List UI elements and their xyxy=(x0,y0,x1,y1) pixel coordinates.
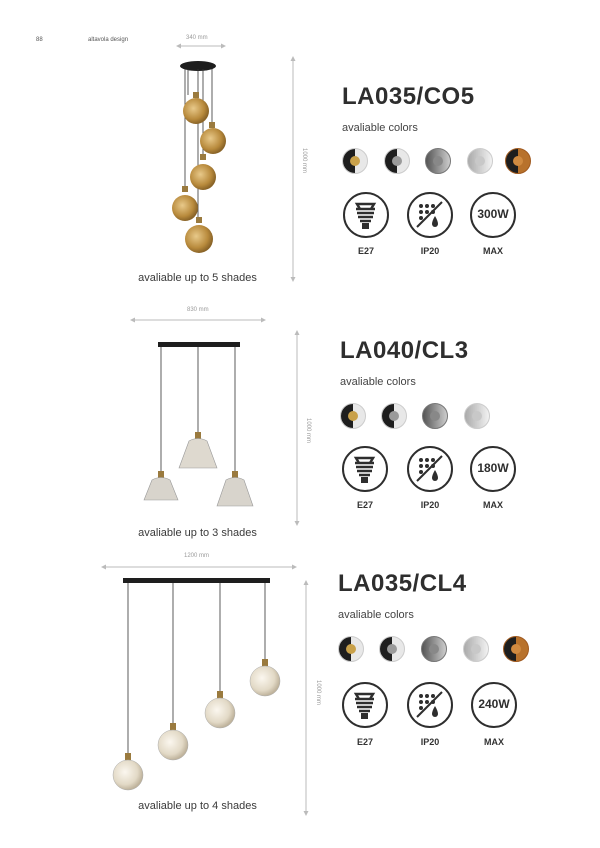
width-dimension: 1200 mm xyxy=(184,553,210,559)
wattage-value: 300W xyxy=(477,207,509,221)
color-swatch-black-chrome xyxy=(381,403,407,429)
height-dimension: 1000 mm xyxy=(301,148,307,174)
page-number: 88 xyxy=(36,37,43,43)
lamp-staggered-illustration xyxy=(105,575,285,795)
brand-name: altavola design xyxy=(88,37,129,43)
lamp-cluster-illustration xyxy=(160,55,240,265)
availability-note: avaliable up to 5 shades xyxy=(138,272,257,284)
height-dimension-line xyxy=(293,330,301,526)
width-dimension-line xyxy=(101,563,297,571)
height-dimension-line xyxy=(302,580,310,816)
colors-label: avaliable colors xyxy=(342,122,418,134)
color-swatch-black-gold xyxy=(340,403,366,429)
color-swatch-chrome-light xyxy=(464,403,490,429)
product-code: LA040/CL3 xyxy=(340,337,469,364)
max-label: MAX xyxy=(483,246,503,256)
height-dimension: 1000 mm xyxy=(315,680,321,706)
color-swatch-black-chrome xyxy=(379,636,405,662)
colors-label: avaliable colors xyxy=(340,376,416,388)
color-swatch-chrome xyxy=(421,636,447,662)
color-swatch-chrome xyxy=(422,403,448,429)
wattage-value: 180W xyxy=(477,461,509,475)
wattage-icon xyxy=(470,192,516,238)
color-swatch-chrome-light xyxy=(463,636,489,662)
ip20-protection-icon xyxy=(407,682,453,728)
color-swatch-black-copper xyxy=(505,148,531,174)
availability-note: avaliable up to 4 shades xyxy=(138,800,257,812)
e27-bulb-icon xyxy=(343,192,389,238)
ip-label: IP20 xyxy=(420,737,440,747)
lamp-linear-illustration xyxy=(130,338,266,513)
wattage-icon xyxy=(471,682,517,728)
socket-label: E27 xyxy=(356,500,373,510)
shade xyxy=(183,92,209,124)
ip-label: IP20 xyxy=(420,500,440,510)
socket-label: E27 xyxy=(357,246,374,256)
product-code: LA035/CL4 xyxy=(338,570,467,597)
e27-bulb-icon xyxy=(342,682,388,728)
height-dimension: 1000 mm xyxy=(305,418,311,444)
wattage-value: 240W xyxy=(478,697,510,711)
wattage-icon xyxy=(470,446,516,492)
max-label: MAX xyxy=(484,737,504,747)
color-swatch-black-chrome xyxy=(384,148,410,174)
color-swatch-chrome-light xyxy=(467,148,493,174)
ip20-protection-icon xyxy=(407,446,453,492)
height-dimension-line xyxy=(289,56,297,282)
color-swatch-black-gold xyxy=(342,148,368,174)
color-swatch-black-copper xyxy=(503,636,529,662)
colors-label: avaliable colors xyxy=(338,609,414,621)
width-dimension: 340 mm xyxy=(186,35,208,41)
width-dimension-line xyxy=(176,42,226,50)
width-dimension-line xyxy=(130,316,266,324)
color-swatch-chrome xyxy=(425,148,451,174)
max-label: MAX xyxy=(483,500,503,510)
ip-label: IP20 xyxy=(420,246,440,256)
width-dimension: 830 mm xyxy=(187,307,209,313)
product-code: LA035/CO5 xyxy=(342,83,475,110)
availability-note: avaliable up to 3 shades xyxy=(138,527,257,539)
ip20-protection-icon xyxy=(407,192,453,238)
e27-bulb-icon xyxy=(342,446,388,492)
color-swatch-black-gold xyxy=(338,636,364,662)
socket-label: E27 xyxy=(356,737,373,747)
